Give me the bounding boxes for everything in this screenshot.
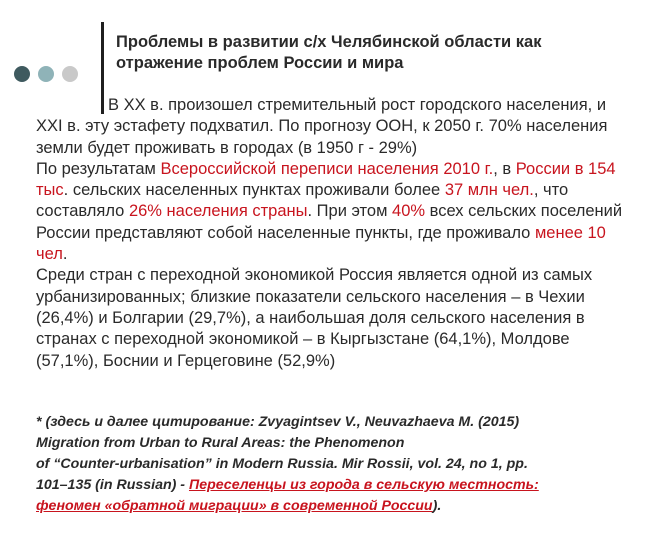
census-text: По результатам: [36, 159, 161, 178]
teal-dot-icon: [38, 66, 54, 82]
citation-link[interactable]: феномен «обратной миграции» в современной России: [36, 498, 433, 514]
census-highlight: 26% населения страны: [128, 202, 308, 221]
citation-footnote: [36, 412, 632, 517]
slide-title: [116, 32, 636, 74]
footnote-line: Migration from Urban to Rural Areas: the Phenomenon: [36, 435, 405, 451]
census-text: . При этом: [307, 202, 393, 221]
census-text: всех сельских поселений России представляют собой населенные пункты, где проживало: [36, 202, 623, 242]
census-highlight: 40%: [392, 202, 426, 221]
footnote-line: [36, 496, 632, 517]
census-highlight: Всероссийской переписи населения 2010 г.: [160, 159, 494, 178]
footnote-prefix: 101–135 (in Russian) -: [36, 477, 189, 493]
slide-title-line2: отражение проблем России и мира: [116, 54, 404, 72]
census-text: .: [62, 245, 68, 264]
footnote-tail: ).: [432, 498, 442, 514]
paragraph-transition-economies: Среди стран с переходной экономикой Россия является одной из самых урбанизированных; близкие показатели сельского населения – в Чехии (26,4%) и Болгарии (29,7%), а наибольшая доля сельского населения в странах с переходной экономикой – в Кыргызстане (64,1%), Молдове (57,1%), Боснии и Герцеговине (52,9%): [36, 266, 593, 370]
grey-dot-icon: [62, 66, 78, 82]
census-highlight: 37 млн чел.: [444, 181, 534, 200]
dark-dot-icon: [14, 66, 30, 82]
slide-title-line1: Проблемы в развитии с/х Челябинской области как: [116, 33, 542, 51]
paragraph-urban-growth: В ХХ в. произошел стремительный рост городского населения, и XXI в. эту эстафету подхватил. По прогнозу ООН, к 2050 г. 70% населения земли будет проживать в городах (в 1950 г - 29%): [36, 96, 608, 157]
census-highlight: России в 154 тыс: [36, 159, 616, 200]
census-text: , что составляло: [36, 181, 569, 221]
census-highlight: менее 10 чел: [36, 223, 606, 264]
footnote-line: of “Counter-urbanisation” in Modern Russia. Mir Rossii, vol. 24, no 1, pp.: [36, 456, 528, 472]
footnote-line: * (здесь и далее цитирование: Zvyagintsev V., Neuvazhaeva M. (2015): [36, 414, 520, 430]
census-text: . сельских населенных пунктах проживали более: [63, 181, 445, 200]
census-text: , в: [493, 159, 516, 178]
bullet-dots-decoration: [14, 66, 78, 82]
footnote-line: [36, 475, 632, 496]
citation-link[interactable]: Переселенцы из города в сельскую местность:: [188, 477, 539, 493]
slide-body: [36, 95, 626, 372]
paragraph-census: [36, 159, 626, 265]
